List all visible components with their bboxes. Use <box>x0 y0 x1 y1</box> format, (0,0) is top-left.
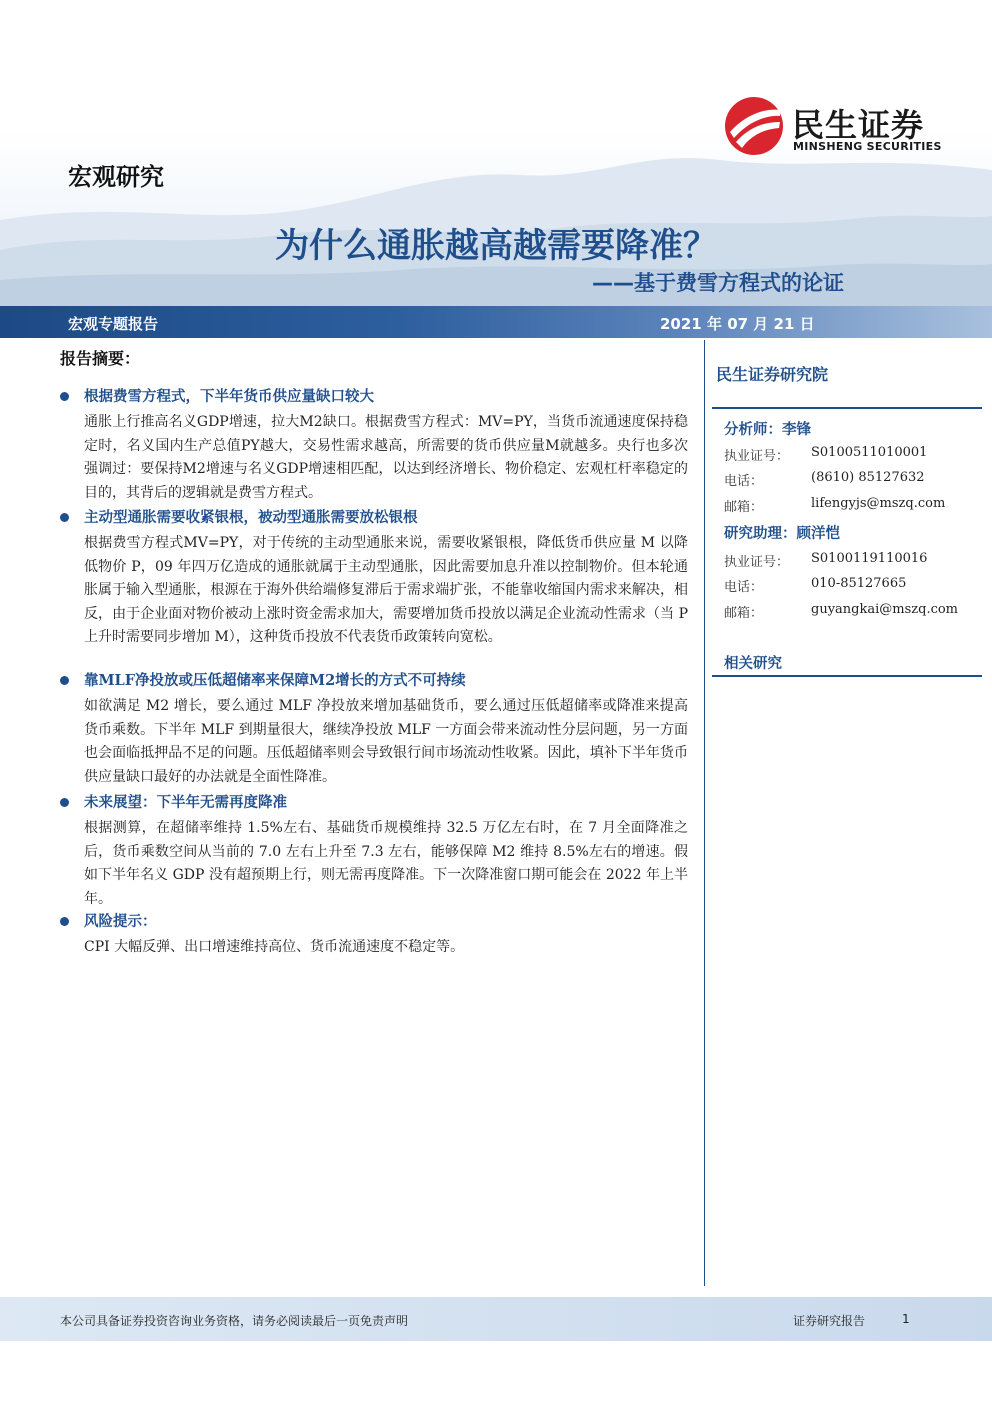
section-body: CPI 大幅反弹、出口增速维持高位、货币流通速度不稳定等。 <box>84 939 465 955</box>
bullet-icon <box>60 917 69 926</box>
header-band <box>0 306 992 338</box>
footer-report-type: 证券研究报告 <box>793 1314 866 1328</box>
assistant-phone-label: 电话： <box>724 580 764 595</box>
abstract-title: 报告摘要： <box>60 349 141 368</box>
institute-name: 民生证券研究院 <box>716 365 829 384</box>
section-heading: 未来展望：下半年无需再度降准 <box>60 792 688 814</box>
page-number: 1 <box>902 1312 910 1326</box>
logo-text-en: MINSHENG SECURITIES <box>793 140 942 153</box>
sidebar-rule <box>712 407 982 409</box>
analyst-cert-label: 执业证号： <box>724 449 790 464</box>
analyst-heading: 分析师：李锋 <box>724 421 811 438</box>
analyst-cert-value: S0100511010001 <box>811 445 928 460</box>
abstract-section <box>60 507 688 650</box>
assistant-cert-label: 执业证号： <box>724 555 790 570</box>
logo-text: 民生证券 <box>792 106 925 144</box>
section-body: 根据费雪方程式MV=PY，对于传统的主动型通胀来说，需要收紧银根，降低货币供应量 M 以降低物价 P，09 年四万亿造成的通胀就属于主动型通胀，因此需要加息升准以控制物价。但本轮通胀属于输入型通胀，根源在于海外供给端修复滞后于需求端扩张，不能靠收缩国内需求来解决，相反，由于企业面对物价被动上涨时资金需求加大，需要增加货币投放以满足企业流动性需求（当 P 上升时需要同步增加 M），这种货币投放不代表货币政策转向宽松。 <box>84 535 688 645</box>
logo-emblem-icon <box>722 96 786 156</box>
bullet-icon <box>60 392 69 401</box>
page-footer <box>0 1297 992 1341</box>
bullet-icon <box>60 676 69 685</box>
abstract-section <box>60 792 688 911</box>
report-title: 为什么通胀越高越需要降准？ <box>275 226 717 266</box>
report-category: 宏观研究 <box>68 163 164 191</box>
section-body: 如欲满足 M2 增长，要么通过 MLF 净投放来增加基础货币，要么通过压低超储率或降准来提高货币乘数。下半年 MLF 到期量很大，继续净投放 MLF 一方面会带来流动性分层问题，另一方面也会面临抵押品不足的问题。压低超储率则会导致银行间市场流动性收紧。因此，填补下半年货币供应量缺口最好的办法就是全面性降准。 <box>84 698 688 785</box>
report-date: 2021 年 07 月 21 日 <box>660 315 815 333</box>
abstract-section <box>60 911 688 960</box>
bullet-icon <box>60 513 69 522</box>
section-heading: 靠MLF净投放或压低超储率来保障M2增长的方式不可持续 <box>60 670 688 692</box>
section-heading: 风险提示： <box>60 911 688 933</box>
abstract-section <box>60 386 688 505</box>
assistant-email-value[interactable]: guyangkai@mszq.com <box>811 602 959 617</box>
assistant-heading: 研究助理：顾洋恺 <box>724 525 840 542</box>
section-heading: 根据费雪方程式，下半年货币供应量缺口较大 <box>60 386 688 408</box>
bullet-icon <box>60 798 69 807</box>
report-subtitle: ——基于费雪方程式的论证 <box>592 271 844 295</box>
analyst-phone-value: (8610) 85127632 <box>811 470 925 485</box>
abstract-section <box>60 670 688 789</box>
assistant-email-label: 邮箱： <box>724 606 764 621</box>
analyst-phone-label: 电话： <box>724 474 764 489</box>
footer-disclaimer: 本公司具备证券投资咨询业务资格，请务必阅读最后一页免责声明 <box>60 1314 409 1328</box>
section-body: 通胀上行推高名义GDP增速，拉大M2缺口。根据费雪方程式：MV=PY，当货币流通速度保持稳定时，名义国内生产总值PY越大，交易性需求越高，所需要的货币供应量M就越多。央行也多次强调过：要保持M2增速与名义GDP增速相匹配，以达到经济增长、物价稳定、宏观杠杆率稳定的目的，其背后的逻辑就是费雪方程式。 <box>84 414 688 501</box>
related-research-heading: 相关研究 <box>724 655 782 672</box>
column-divider <box>704 340 705 1286</box>
sidebar-rule <box>712 675 982 677</box>
report-type-label: 宏观专题报告 <box>68 315 159 333</box>
assistant-cert-value: S0100119110016 <box>811 551 928 566</box>
section-body: 根据测算，在超储率维持 1.5%左右、基础货币规模维持 32.5 万亿左右时，在 7 月全面降准之后，货币乘数空间从当前的 7.0 左右上升至 7.3 左右，能够保障 M2 维持 8.5%左右的增速。假如下半年名义 GDP 没有超预期上行，则无需再度降准。下一次降准窗口期可能会在 2022 年上半年。 <box>84 820 688 907</box>
analyst-email-label: 邮箱： <box>724 500 764 515</box>
assistant-phone-value: 010-85127665 <box>811 576 907 591</box>
section-heading: 主动型通胀需要收紧银根，被动型通胀需要放松银根 <box>60 507 688 529</box>
analyst-email-value[interactable]: lifengyjs@mszq.com <box>811 496 946 511</box>
